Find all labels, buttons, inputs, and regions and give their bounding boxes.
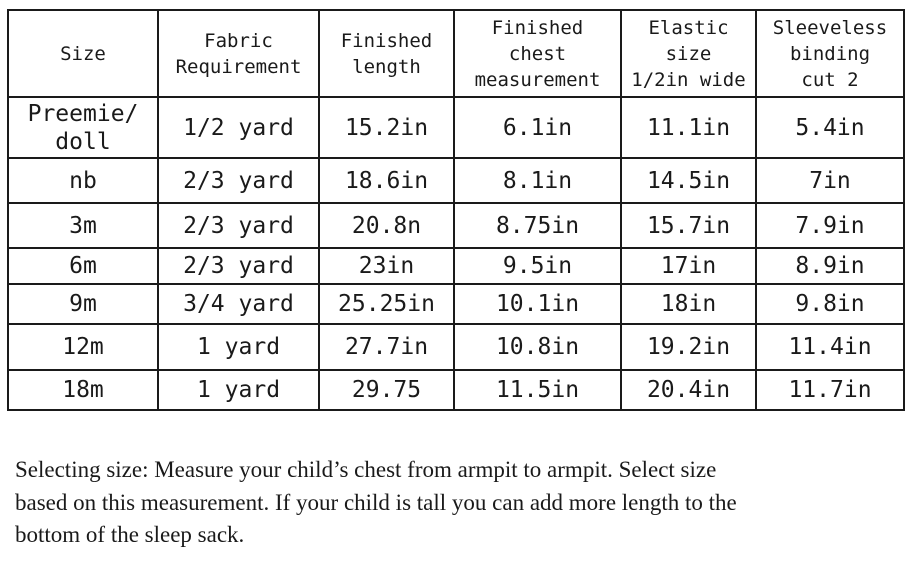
cell-binding: 9.8in [756,284,904,324]
cell-fabric: 2/3 yard [158,203,319,248]
cell-elastic: 11.1in [621,97,756,158]
cell-binding: 11.7in [756,370,904,410]
cell-fabric: 1 yard [158,370,319,410]
header-elastic-size [621,10,756,97]
cell-length: 29.75 [319,370,454,410]
header-finished-length [319,10,454,97]
header-sleeveless-binding [756,10,904,97]
cell-size-line: Preemie/ [27,100,139,127]
cell-elastic: 14.5in [621,158,756,203]
cell-elastic: 20.4in [621,370,756,410]
cell-chest: 9.5in [454,248,621,284]
cell-chest: 8.1in [454,158,621,203]
cell-binding: 5.4in [756,97,904,158]
cell-size: 6m [8,248,158,284]
header-finished-chest [454,10,621,97]
cell-fabric: 1/2 yard [158,97,319,158]
header-size-line: Size [60,42,106,65]
header-line: Finished [340,29,433,52]
header-line: Sleeveless [772,16,888,39]
cell-size: 3m [8,203,158,248]
note-line: based on this measurement. If your child is tall you can add more length to the [15,489,737,515]
cell-chest: 11.5in [454,370,621,410]
header-line: Finished [491,16,584,39]
cell-size: 12m [8,324,158,370]
cell-elastic: 17in [621,248,756,284]
cell-binding: 7in [756,158,904,203]
table-header-row [8,10,904,97]
cell-fabric: 1 yard [158,324,319,370]
cell-fabric: 3/4 yard [158,284,319,324]
cell-binding: 8.9in [756,248,904,284]
cell-size: nb [8,158,158,203]
cell-length: 25.25in [319,284,454,324]
cell-chest: 10.8in [454,324,621,370]
cell-size: 9m [8,284,158,324]
table-row [8,203,904,248]
header-size [8,10,158,97]
header-line: 1/2in wide [631,68,746,91]
cell-size: 18m [8,370,158,410]
cell-length: 18.6in [319,158,454,203]
table-row [8,248,904,284]
header-line: chest [508,42,567,65]
note-line: Selecting size: Measure your child’s chest from armpit to armpit. Select size [15,457,717,482]
note-line: bottom of the sleep sack. [15,522,245,547]
table-row [8,284,904,324]
cell-length: 20.8n [319,203,454,248]
cell-elastic: 19.2in [621,324,756,370]
cell-length: 27.7in [319,324,454,370]
table-row [8,97,904,158]
cell-length: 23in [319,248,454,284]
cell-binding: 7.9in [756,203,904,248]
cell-chest: 6.1in [454,97,621,158]
size-selection-note [15,454,895,552]
cell-size-line: doll [55,128,111,155]
header-line: Fabric [204,29,273,52]
header-line: Elastic [648,16,729,39]
header-line: cut 2 [801,68,859,91]
header-line: length [352,55,421,78]
header-line: Requirement [175,55,302,78]
header-line: measurement [474,68,601,91]
cell-elastic: 15.7in [621,203,756,248]
cell-elastic: 18in [621,284,756,324]
cell-binding: 11.4in [756,324,904,370]
table-row [8,324,904,370]
header-line: binding [789,42,871,65]
cell-chest: 8.75in [454,203,621,248]
cell-fabric: 2/3 yard [158,248,319,284]
table-row [8,158,904,203]
cell-size [8,97,158,158]
header-fabric-requirement [158,10,319,97]
cell-fabric: 2/3 yard [158,158,319,203]
cell-chest: 10.1in [454,284,621,324]
size-chart-table [7,9,905,411]
header-line: size [665,42,712,65]
cell-length: 15.2in [319,97,454,158]
table-row [8,370,904,410]
